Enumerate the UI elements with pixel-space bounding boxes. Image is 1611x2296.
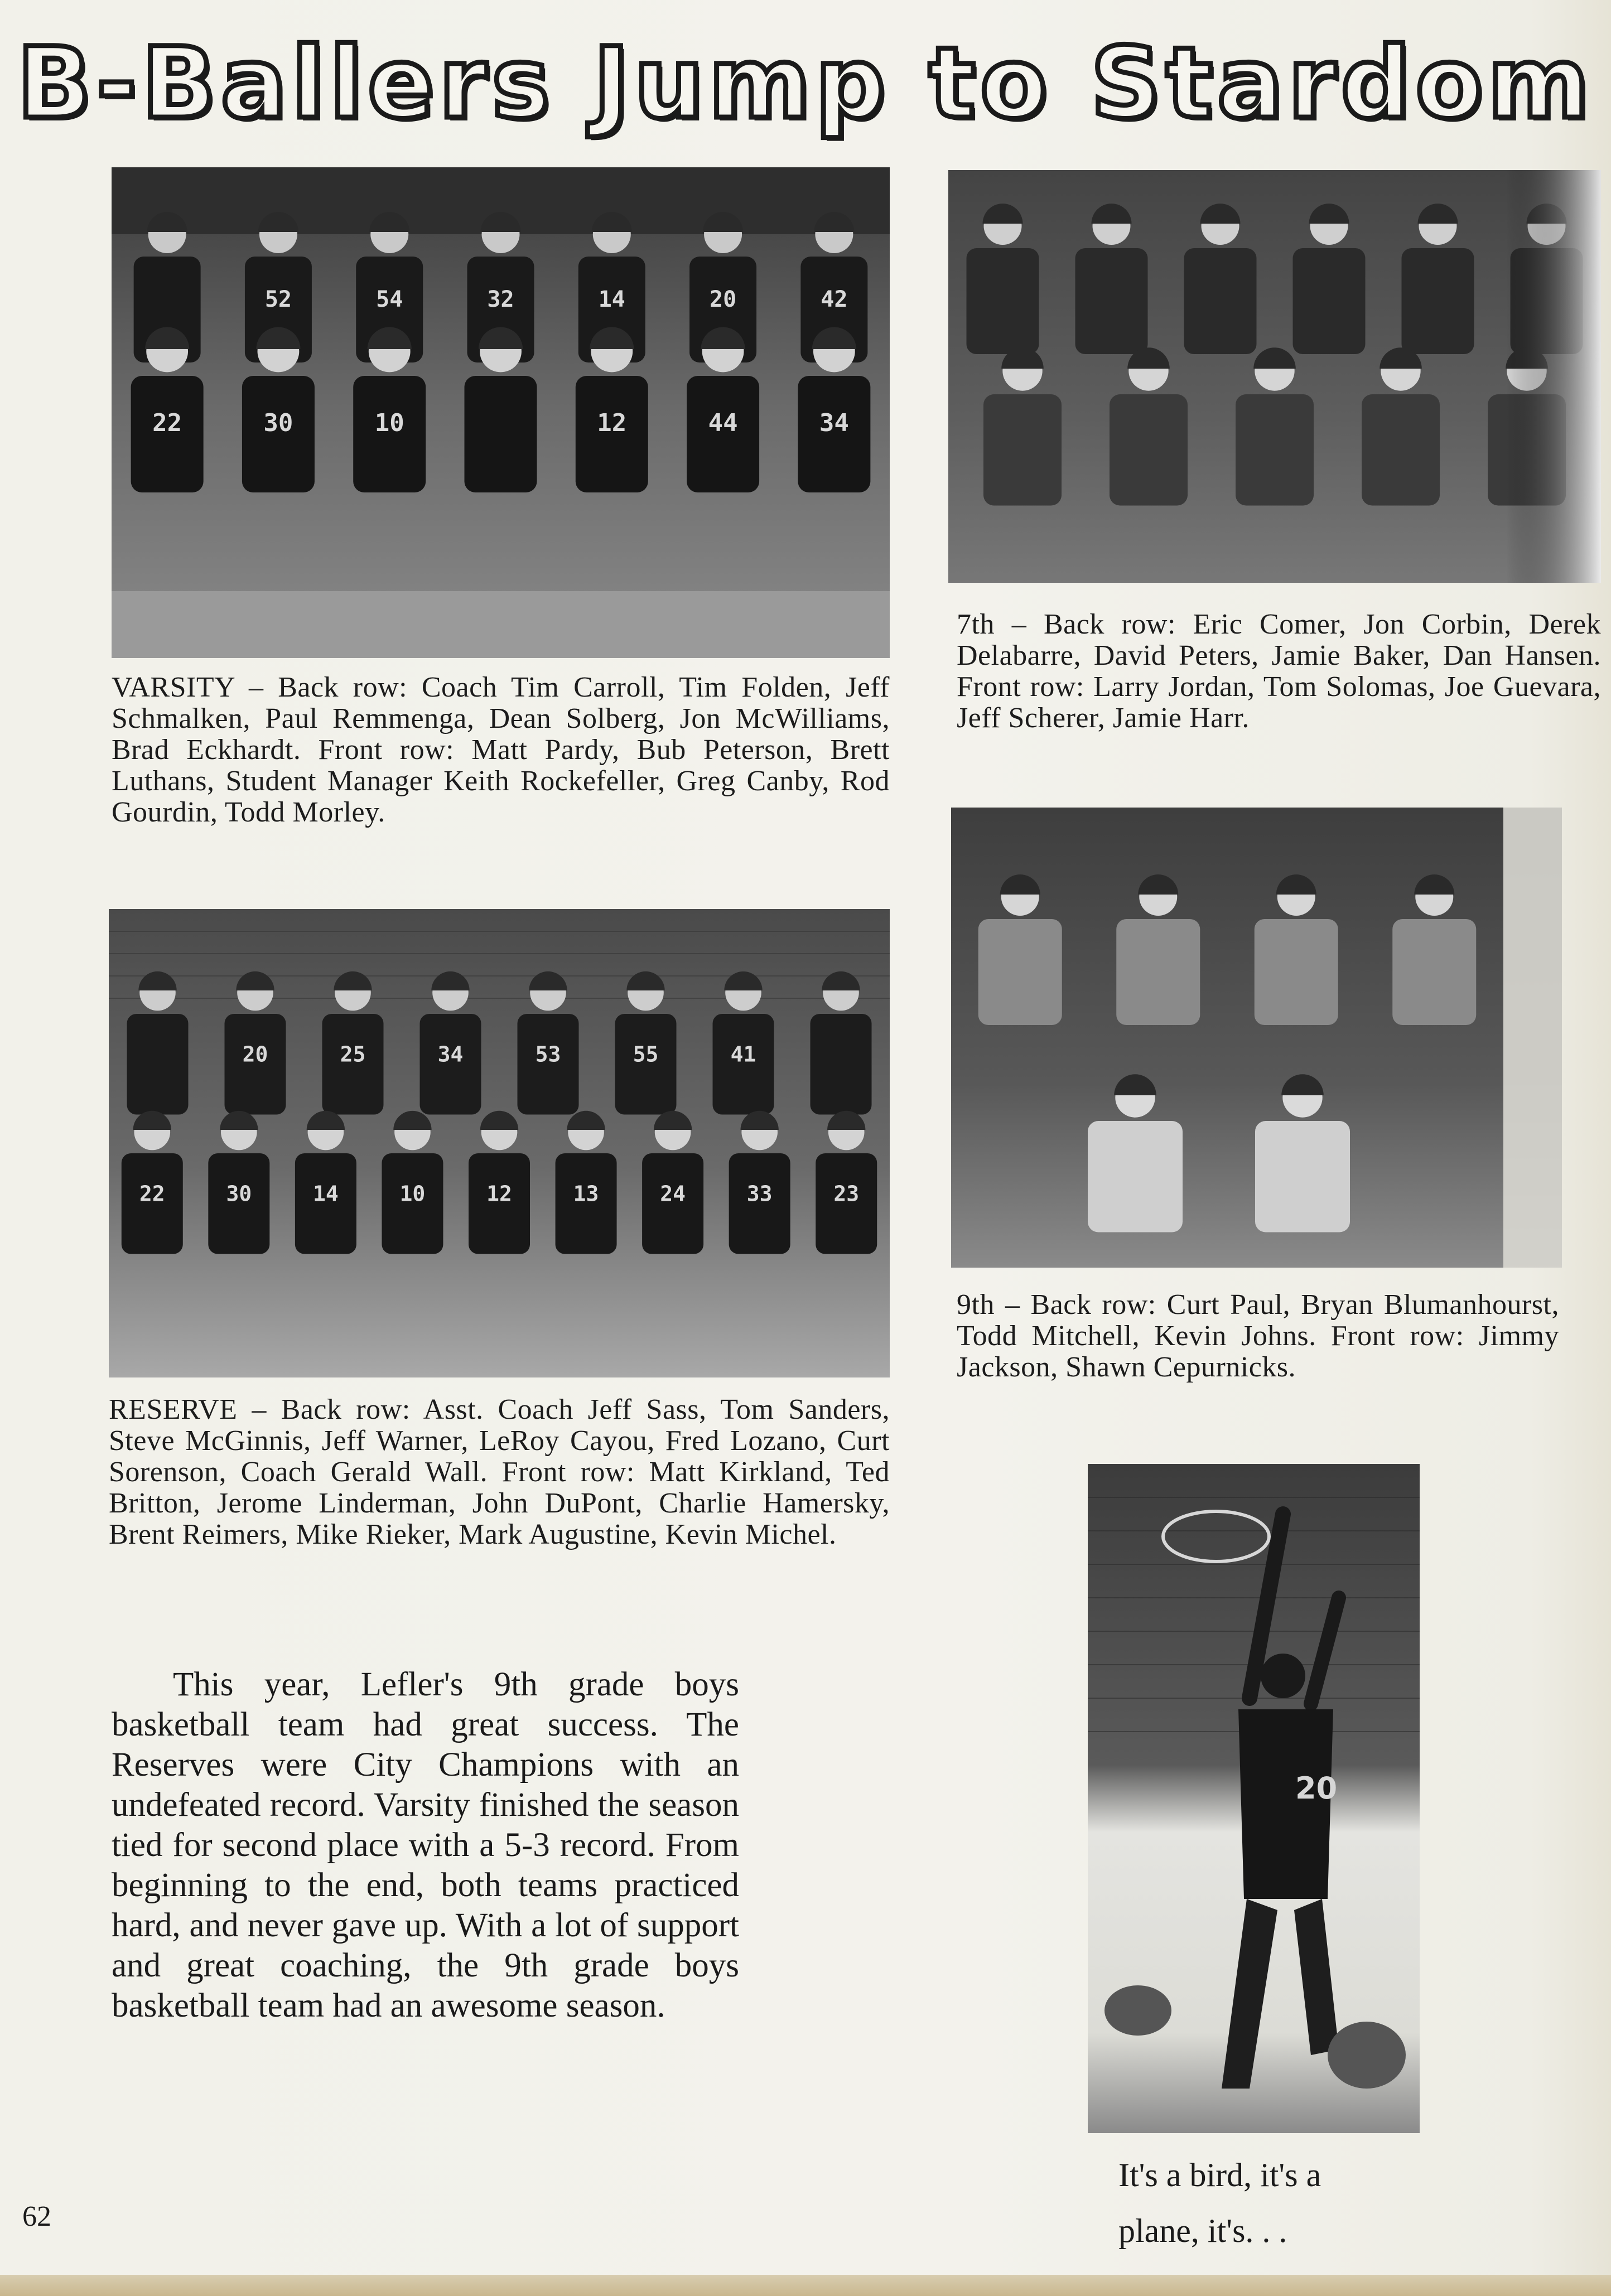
article-body-text: This year, Lefler's 9th grade boys basketball team had great success. The Reserves were City Champions with an undefeated record. Varsity finished the season tied for second place with a 5-3 record. From beginning to the end, both teams practiced hard, and never gave up. With a lot of support and great coaching, the 9th grade boys basketball team had an awesome season. [112,1666,739,2024]
player-body [465,376,537,492]
page-title: B-Ballers Jump to Stardom [17,26,1594,141]
jersey-number: 12 [597,409,627,437]
seventh-grade-caption: 7th – Back row: Eric Comer, Jon Corbin, Derek Delabarre, David Peters, Jamie Baker, Dan Hansen. Front row: Larry Jordan, Tom Solomas, Joe Guevara, Jeff Scherer, Jamie Harr. [957,608,1601,734]
player-body [1110,394,1188,506]
player-body [1184,248,1257,354]
jersey-number: 30 [226,1181,252,1206]
player-body [1236,394,1314,506]
action-photo-caption [1118,2147,1509,2259]
action-jump-shot-photo [1088,1464,1420,2133]
player-body [1255,1121,1350,1232]
player-body [1402,248,1474,354]
jersey-number: 41 [730,1042,756,1067]
varsity-team-photo [112,167,890,658]
jersey-number: 54 [376,287,403,312]
jersey-number: 34 [437,1042,464,1067]
jersey-number: 33 [746,1181,773,1206]
ninth-grade-team-photo [951,808,1562,1268]
seventh-grade-team-photo [948,170,1601,583]
jersey-number: 53 [535,1042,561,1067]
player-body [967,248,1039,354]
jersey-number: 10 [374,409,404,437]
jersey-number: 20 [709,287,737,312]
player-body [127,1014,189,1115]
jersey-number: 10 [399,1181,426,1206]
jersey-number: 12 [486,1181,512,1206]
action-jersey-number: 20 [1295,1771,1338,1806]
ninth-grade-caption: 9th – Back row: Curt Paul, Bryan Blumanhourst, Todd Mitchell, Kevin Johns. Front row: Jimmy Jackson, Shawn Cepurnicks. [957,1289,1559,1383]
player-body [1293,248,1366,354]
jersey-number: 32 [487,287,514,312]
action-caption-line-1: It's a bird, it's a [1118,2157,1321,2193]
jersey-number: 25 [340,1042,366,1067]
jersey-number: 24 [660,1181,686,1206]
jersey-number: 34 [819,409,849,437]
jersey-number: 52 [264,287,292,312]
player-body [1362,394,1440,506]
reserve-caption: RESERVE – Back row: Asst. Coach Jeff Sass, Tom Sanders, Steve McGinnis, Jeff Warner, LeRoy Cayou, Fred Lozano, Curt Sorenson, Coach Gerald Wall. Front row: Matt Kirkland, Ted Britton, Jerome Linderman, John DuPont, Charlie Hamersky, Brent Reimers, Mike Rieker, Mark Augustine, Kevin Michel. [109,1394,890,1550]
jersey-number: 14 [313,1181,339,1206]
jersey-number: 20 [242,1042,268,1067]
varsity-caption: VARSITY – Back row: Coach Tim Carroll, Tim Folden, Jeff Schmalken, Paul Remmenga, Dean Solberg, Jon McWilliams, Brad Eckhardt. Front row: Matt Pardy, Bub Peterson, Brett Luthans, Student Manager Keith Rockefeller, Greg Canby, Rod Gourdin, Todd Morley. [112,671,890,828]
page-bottom-edge [0,2275,1611,2296]
player-body [1255,919,1338,1025]
player-body [978,919,1062,1025]
reserve-team-photo [109,909,890,1377]
jersey-number: 42 [821,287,848,312]
jersey-number: 22 [152,409,182,437]
jersey-number: 44 [708,409,738,437]
player-body [983,394,1062,506]
player-body [1116,919,1200,1025]
jersey-number: 23 [833,1181,860,1206]
jersey-number: 55 [633,1042,659,1067]
action-caption-line-2: plane, it's. . . [1118,2212,1287,2249]
page-number: 62 [22,2201,51,2232]
jersey-number: 13 [573,1181,599,1206]
player-body [811,1014,872,1115]
player-body [1075,248,1148,354]
article-body [112,1665,739,2026]
player-body [1088,1121,1183,1232]
jersey-number: 14 [598,287,625,312]
jersey-number: 22 [139,1181,165,1206]
player-body [1392,919,1476,1025]
jersey-number: 30 [263,409,293,437]
